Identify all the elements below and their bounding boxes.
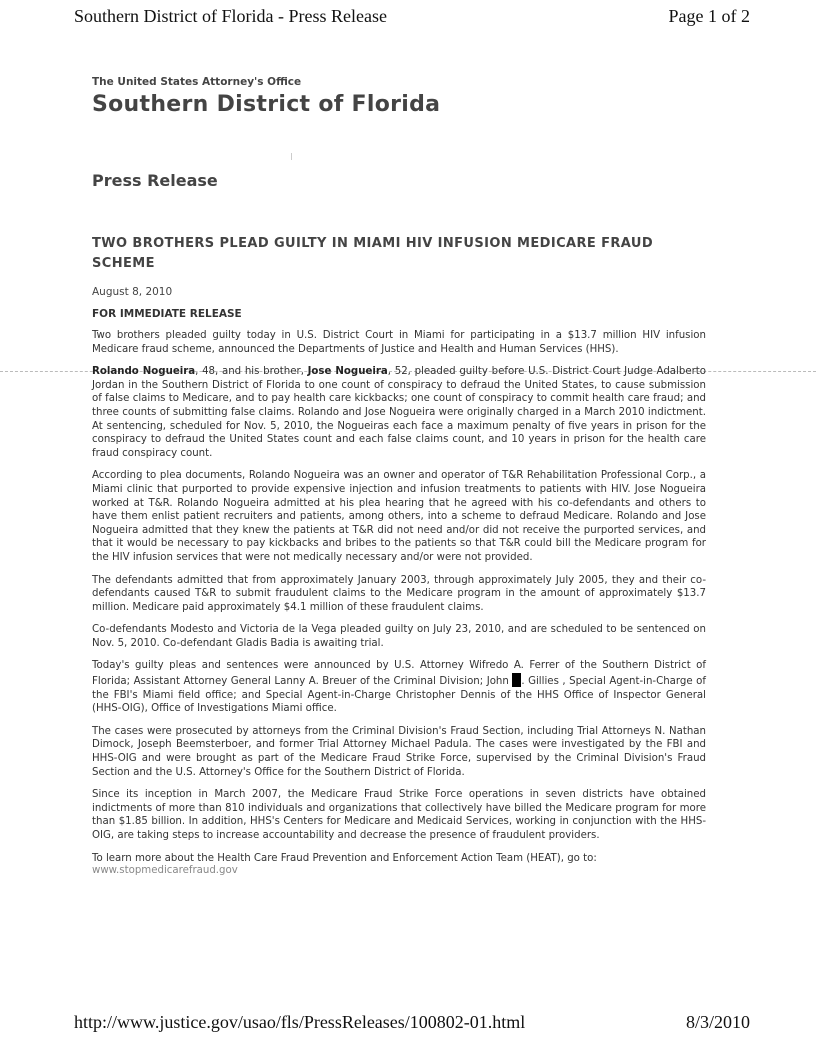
page-number: Page 1 of 2 xyxy=(668,6,750,26)
headline: TWO BROTHERS PLEAD GUILTY IN MIAMI HIV INFUSION MEDICARE FRAUD SCHEME xyxy=(92,236,654,271)
agency-name: The United States Attorney's Office xyxy=(92,76,302,88)
release-date: August 8, 2010 xyxy=(92,286,173,298)
press-release-page xyxy=(92,76,707,877)
paragraph-2 xyxy=(92,365,706,460)
section-title: Press Release xyxy=(92,171,218,190)
print-header xyxy=(0,6,816,30)
page-url: http://www.justice.gov/usao/fls/PressReleases/100802-01.html xyxy=(74,1012,526,1032)
paragraph-7: The cases were prosecuted by attorneys from the Criminal Division's Fraud Section, including Trial Attorneys N. Nathan Dimock, Joseph Beemsterboer, and former Trial Attorney Michael Padula. The cases were investigated by the FBI and HHS-OIG and were brought as part of the Medicare Fraud Strike Force, supervised by the Criminal Division's Fraud Section and the U.S. Attorney's Office for the Southern District of Florida. xyxy=(92,725,706,778)
paragraph-5: Co-defendants Modesto and Victoria de la Vega pleaded guilty on July 23, 2010, and are scheduled to be sentenced on Nov. 5, 2010. Co-defendant Gladis Badia is awaiting trial. xyxy=(92,624,706,649)
paragraph-1: Two brothers pleaded guilty today in U.S. District Court in Miami for participating in a $13.7 million HIV infusion Medicare fraud scheme, announced the Departments of Justice and Health and Human Services (HHS). xyxy=(92,330,706,355)
redaction-block xyxy=(512,673,521,687)
paragraph-9: To learn more about the Health Care Fraud Prevention and Enforcement Action Team (HEAT), go to: xyxy=(92,852,597,864)
release-label: FOR IMMEDIATE RELEASE xyxy=(92,308,242,320)
paragraph-6-end: . Gillies , Special Agent-in-Charge of the FBI's Miami field office; and Special Agent-in-Charge Christopher Dennis of the HHS Office of Inspector General (HHS-OIG), Office of Investigations Miami office. xyxy=(92,676,706,715)
defendant-name-1: Rolando Nogueira xyxy=(92,366,196,378)
paragraph-2-mid: , 48, and his brother, xyxy=(195,366,308,378)
paragraph-2-rest: , 52, pleaded guilty before U.S. District Court Judge Adalberto Jordan in the Southern District of Florida to one count of conspiracy to defraud the United States, to cause submission of false claims to Medicare, and to pay health care kickbacks; one count of conspiracy to commit health care fraud; and three counts of submitting false claims. Rolando and Jose Nogueira were originally charged in a March 2010 indictment. At sentencing, scheduled for Nov. 5, 2010, the Nogueiras each face a maximum penalty of five years in prison for the conspiracy to defraud the United States count and each false claims count, and 10 years in prison for the health care fraud conspiracy count. xyxy=(92,366,707,459)
paragraph-4: The defendants admitted that from approximately January 2003, through approximately July 2005, they and their co-defendants caused T&R to submit fraudulent claims to the Medicare program in the amount of approximately $13.7 million. Medicare paid approximately $4.1 million of these fraudulent claims. xyxy=(92,574,706,613)
print-header-title: Southern District of Florida - Press Release xyxy=(74,6,387,26)
paragraph-3: According to plea documents, Rolando Nogueira was an owner and operator of T&R Rehabilitation Professional Corp., a Miami clinic that purported to provide expensive injection and infusion treatments to patients with HIV. Jose Nogueira worked at T&R. Rolando Nogueira admitted at his plea hearing that he agreed with his co-defendants and others to have them enlist patient recruiters and patients, among others, into a scheme to defraud Medicare. Rolando and Jose Nogueira admitted that they knew the patients at T&R did not need and/or did not receive the purported services, and that it would be necessary to pay kickbacks and bribes to the patients so that T&R could bill the Medicare program for the HIV infusion services that were not medically necessary and/or were not provided. xyxy=(92,470,706,563)
paragraph-6 xyxy=(92,659,706,715)
defendant-name-2: Jose Nogueira xyxy=(307,366,388,378)
cutoff-link[interactable]: www.stopmedicarefraud.gov xyxy=(92,865,238,877)
paragraph-8: Since its inception in March 2007, the Medicare Fraud Strike Force operations in seven districts have obtained indictments of more than 810 individuals and organizations that collectively have billed the Medicare program for more than $1.85 billion. In addition, HHS's Centers for Medicare and Medicaid Services, working in conjunction with the HHS-OIG, are taking steps to increase accountability and decrease the presence of fraudulent providers. xyxy=(92,789,706,841)
print-date: 8/3/2010 xyxy=(685,1012,750,1032)
print-footer xyxy=(0,1012,816,1036)
district-title: Southern District of Florida xyxy=(92,92,441,117)
paragraph-6-start: Today's guilty pleas and sentences were announced by U.S. Attorney Wifredo A. Ferrer of the Southern District of Florida; Assistant Attorney General Lanny A. Breuer of the Criminal Division; John xyxy=(92,660,706,688)
